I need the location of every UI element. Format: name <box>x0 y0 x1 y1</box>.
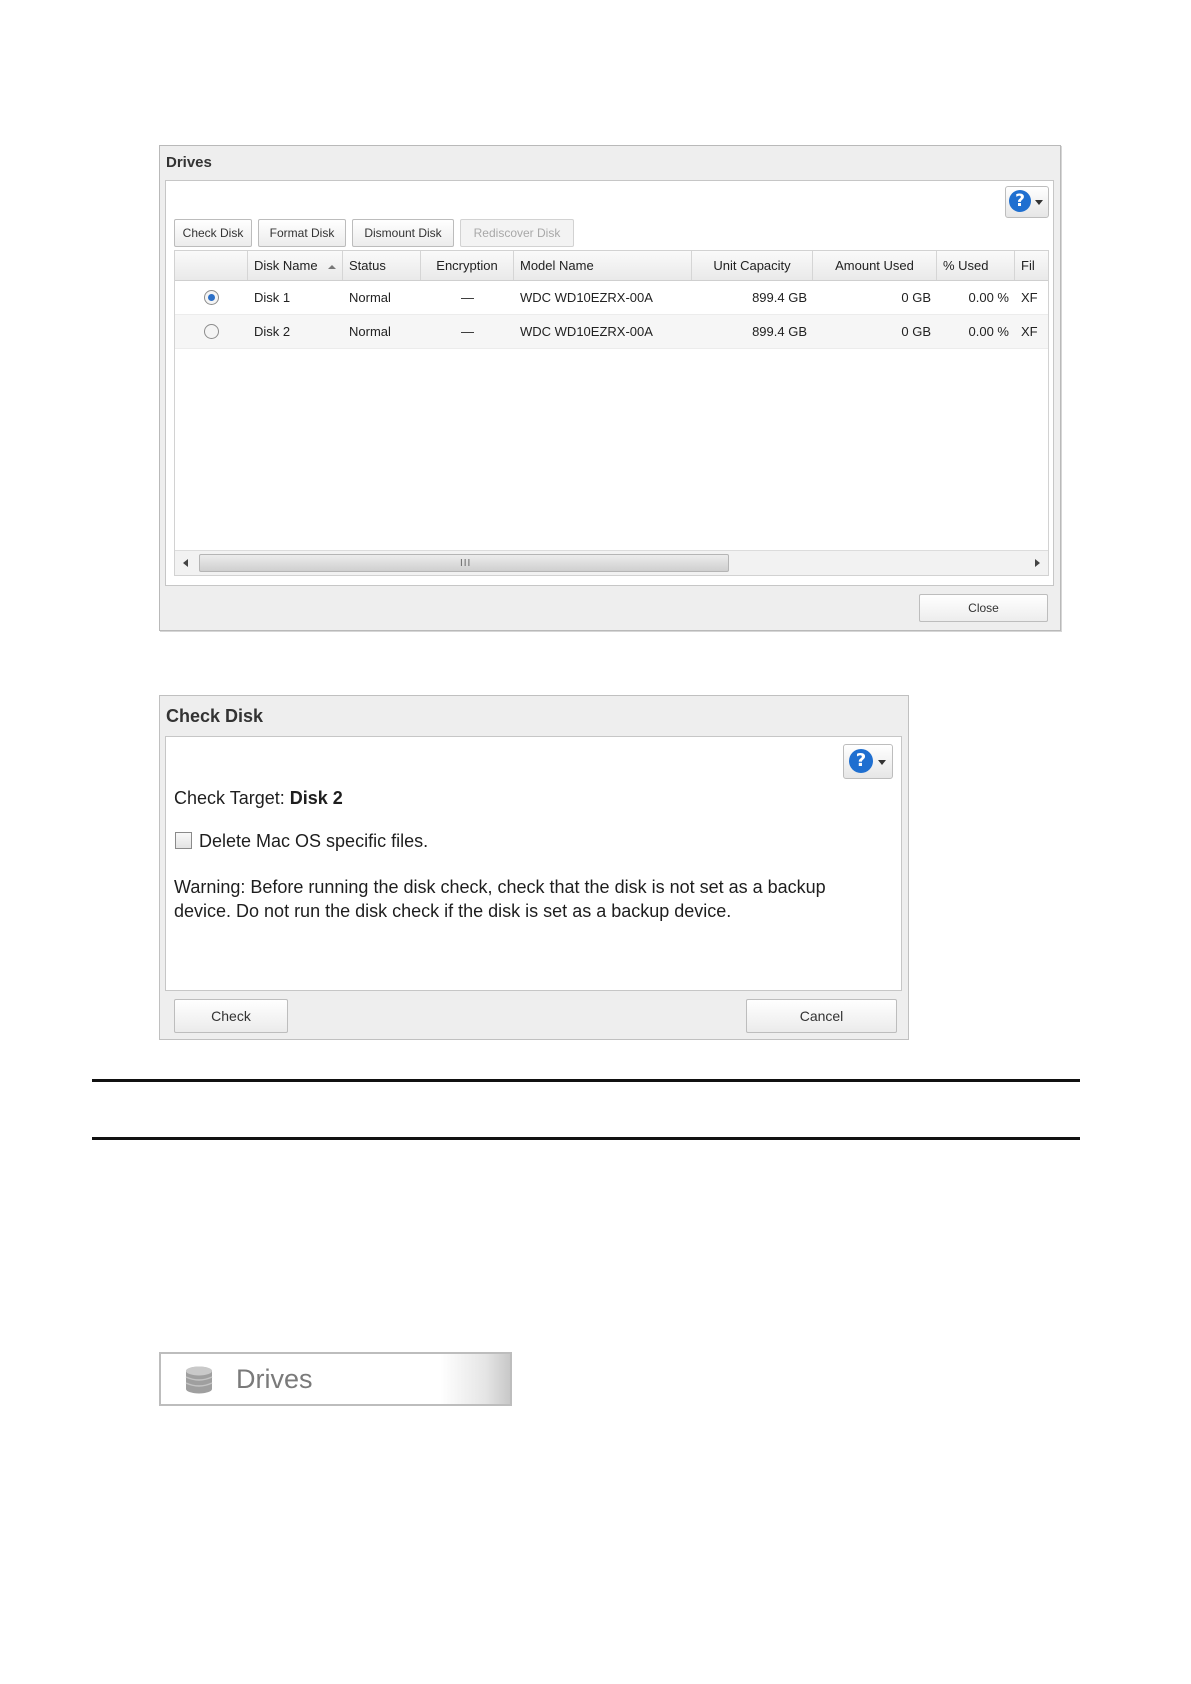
check-target-row <box>174 788 343 809</box>
row-radio[interactable] <box>204 324 219 339</box>
table-header <box>175 251 1048 281</box>
check-disk-panel <box>165 736 902 991</box>
column-header-file-system[interactable]: Fil <box>1021 258 1035 273</box>
file-system-cell: XF <box>1021 290 1038 305</box>
check-button[interactable]: Check <box>174 999 288 1033</box>
check-disk-button[interactable]: Check Disk <box>174 219 252 247</box>
encryption-cell: — <box>461 290 474 305</box>
close-button[interactable]: Close <box>919 594 1048 622</box>
chevron-down-icon <box>878 760 886 765</box>
model-name-cell: WDC WD10EZRX-00A <box>520 290 653 305</box>
amount-used-cell: 0 GB <box>901 290 931 305</box>
drives-window <box>159 145 1061 631</box>
disk-name-cell: Disk 1 <box>254 290 291 305</box>
divider-rule <box>92 1079 1080 1082</box>
check-disk-dialog <box>159 695 909 1040</box>
column-header-select <box>175 251 248 280</box>
chevron-down-icon <box>1035 200 1043 205</box>
horizontal-scrollbar[interactable] <box>175 550 1048 576</box>
file-system-cell: XF <box>1021 324 1038 339</box>
column-header-status[interactable]: Status <box>343 251 421 280</box>
table-row[interactable] <box>175 281 1048 315</box>
status-cell: Normal <box>349 324 391 339</box>
unit-capacity-cell: 899.4 GB <box>752 290 807 305</box>
check-disk-dialog-title: Check Disk <box>166 706 264 726</box>
amount-used-cell: 0 GB <box>901 324 931 339</box>
column-header-disk-name[interactable]: Disk Name <box>248 251 343 280</box>
drives-panel <box>165 180 1054 586</box>
disk-name-cell: Disk 2 <box>254 324 291 339</box>
drives-table <box>174 250 1049 576</box>
table-row[interactable] <box>175 315 1048 349</box>
delete-mac-files-label: Delete Mac OS specific files. <box>199 831 429 851</box>
drives-window-title: Drives <box>166 154 212 171</box>
help-button[interactable] <box>843 744 893 779</box>
sort-ascending-icon <box>328 265 336 269</box>
model-name-cell: WDC WD10EZRX-00A <box>520 324 653 339</box>
status-cell: Normal <box>349 290 391 305</box>
check-target-value: Disk 2 <box>289 788 343 808</box>
help-icon: ? <box>849 749 873 773</box>
drives-launcher-button[interactable] <box>159 1352 512 1406</box>
drives-launcher-label: Drives <box>236 1364 313 1394</box>
warning-line-1: Warning: Before running the disk check, check that the disk is not set as a backup <box>174 877 826 897</box>
rediscover-disk-button[interactable]: Rediscover Disk <box>460 219 574 247</box>
column-header-unit-capacity[interactable]: Unit Capacity <box>692 251 813 280</box>
divider-rule <box>92 1137 1080 1140</box>
column-header-percent-used[interactable]: % Used <box>937 251 1015 280</box>
dismount-disk-button[interactable]: Dismount Disk <box>352 219 454 247</box>
check-target-label: Check Target: <box>174 788 285 808</box>
help-button[interactable] <box>1005 186 1049 218</box>
warning-text <box>174 875 826 923</box>
scrollbar-thumb[interactable] <box>199 554 729 572</box>
warning-line-2: device. Do not run the disk check if the disk is set as a backup device. <box>174 901 732 921</box>
scroll-right-arrow-icon[interactable] <box>1035 559 1040 567</box>
delete-mac-files-checkbox[interactable] <box>175 832 192 849</box>
column-header-model-name[interactable]: Model Name <box>514 251 692 280</box>
cancel-button[interactable]: Cancel <box>746 999 897 1033</box>
row-radio-selected[interactable] <box>204 290 219 305</box>
scrollbar-grip: III <box>460 558 472 569</box>
scroll-left-arrow-icon[interactable] <box>183 559 188 567</box>
column-header-amount-used[interactable]: Amount Used <box>813 251 937 280</box>
database-icon <box>185 1366 213 1394</box>
percent-used-cell: 0.00 % <box>968 324 1009 339</box>
column-header-encryption[interactable]: Encryption <box>421 251 514 280</box>
help-icon: ? <box>1009 190 1031 212</box>
encryption-cell: — <box>461 324 474 339</box>
format-disk-button[interactable]: Format Disk <box>258 219 346 247</box>
percent-used-cell: 0.00 % <box>968 290 1009 305</box>
unit-capacity-cell: 899.4 GB <box>752 324 807 339</box>
